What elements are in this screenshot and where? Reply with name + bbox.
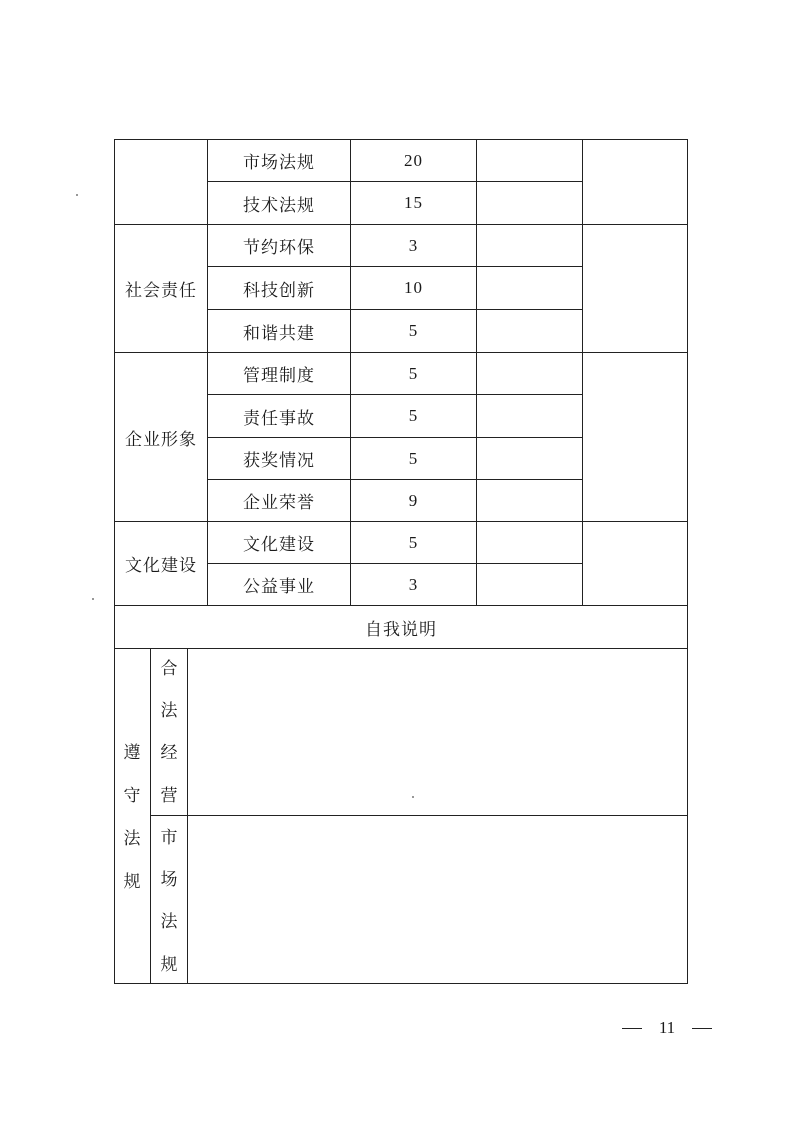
table-row-item: 节约环保 (243, 238, 315, 258)
scan-speck (92, 598, 94, 600)
table-row-item: 责任事故 (243, 408, 315, 429)
table-row-item: 技术法规 (243, 195, 315, 216)
table-row-score: 5 (408, 321, 419, 340)
table-row-item: 和谐共建 (243, 323, 315, 344)
category-social-responsibility: 社会责任 (125, 281, 197, 301)
table-row-item: 企业荣誉 (243, 493, 315, 513)
legal-operation-label-char: 营 (160, 786, 178, 806)
table-row-score: 9 (408, 490, 419, 510)
market-regulation-label-char: 法 (160, 912, 178, 932)
table-line (582, 139, 583, 606)
table-row-score: 5 (408, 406, 419, 425)
table-row-score: 15 (404, 193, 423, 212)
page-number-footer (622, 1016, 712, 1040)
market-regulation-label-char: 市 (160, 828, 178, 848)
table-row-score: 3 (408, 235, 419, 255)
table-row-score: 5 (408, 363, 419, 383)
table-row-score: 3 (408, 574, 419, 594)
table-row-item: 获奖情况 (243, 451, 315, 471)
table-row-item: 科技创新 (243, 280, 315, 301)
table-row-score: 20 (404, 150, 423, 170)
table-row-item: 管理制度 (243, 366, 315, 386)
legal-operation-label-char: 法 (160, 701, 178, 721)
table-row-score: 10 (404, 278, 423, 297)
table-line (114, 983, 687, 984)
legal-operation-label-char: 经 (160, 743, 178, 763)
category-culture: 文化建设 (125, 556, 197, 576)
table-line (114, 648, 687, 649)
table-row-score: 5 (408, 448, 419, 468)
dash-right (692, 1028, 712, 1029)
compliance-label-char: 规 (123, 872, 141, 892)
legal-operation-label-char: 合 (160, 659, 178, 679)
table-line (187, 648, 188, 984)
table-line (476, 139, 477, 606)
market-regulation-label-char: 规 (160, 955, 178, 975)
market-regulation-label-char: 场 (160, 870, 178, 890)
table-line (150, 648, 151, 984)
category-corporate-image: 企业形象 (125, 429, 197, 450)
compliance-label-char: 守 (123, 786, 141, 806)
page-number: 11 (658, 1018, 676, 1037)
self-statement-header: 自我说明 (365, 619, 437, 640)
table-row-score: 5 (408, 532, 419, 552)
table-line (687, 139, 688, 984)
table-row-item: 市场法规 (243, 153, 315, 173)
compliance-label-char: 遵 (123, 743, 141, 763)
table-line (150, 815, 687, 816)
table-row-item: 公益事业 (243, 577, 315, 597)
dash-left (622, 1028, 642, 1029)
scan-speck (412, 796, 414, 798)
table-row-item: 文化建设 (243, 535, 315, 555)
scan-speck (76, 194, 78, 196)
compliance-label-char: 法 (123, 829, 141, 849)
